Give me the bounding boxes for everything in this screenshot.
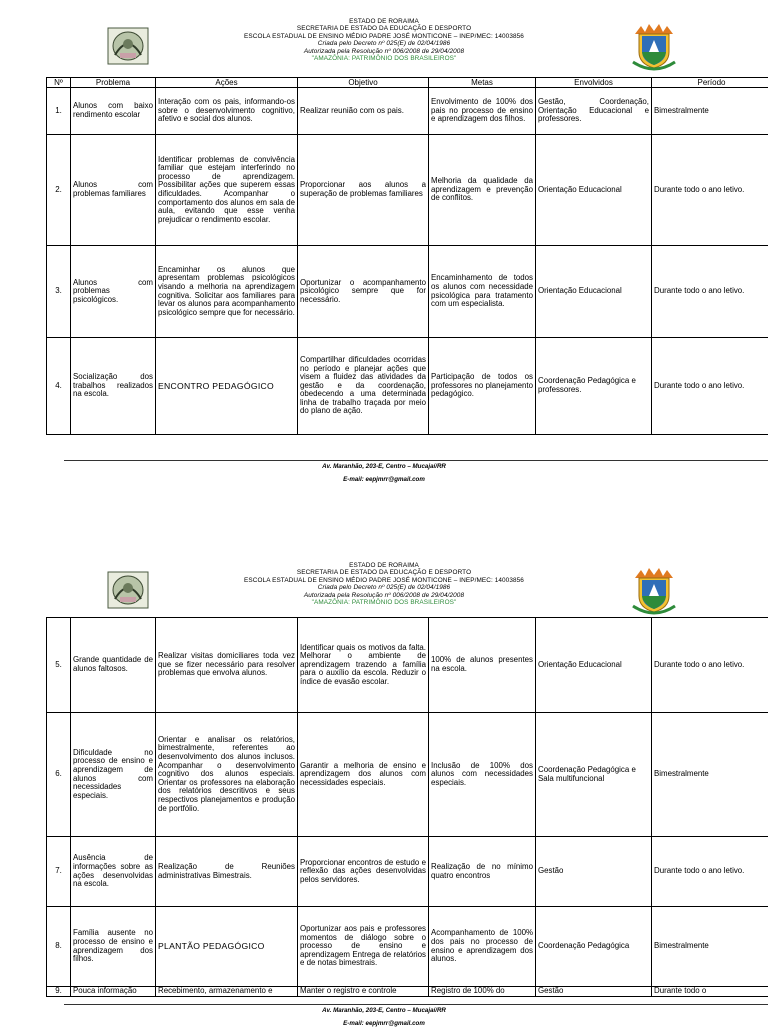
- cell-objetivo: Oportunizar o acompanhamento psicológico sempre que for necessário.: [298, 246, 429, 338]
- page-footer: [0, 460, 768, 486]
- cell-periodo: Durante todo o ano letivo.: [652, 135, 768, 246]
- cell-acoes: Encaminhar os alunos que apresentam problemas psicológicos visando a melhoria na aprendizagem cognitiva. Solicitar aos familiares para levar os alunos para acompanhamento psicológico sempre que for necessário.: [156, 246, 298, 338]
- column-header: Nº: [47, 78, 71, 88]
- column-header: Objetivo: [298, 78, 429, 88]
- page-2: [0, 556, 768, 1024]
- cell-periodo: Durante todo o ano letivo.: [652, 618, 768, 713]
- cell-problema: Ausência de informações sobre as ações desenvolvidas na escola.: [71, 837, 156, 907]
- table-row: [47, 246, 768, 338]
- table-row: [47, 713, 768, 837]
- row-number: 9.: [47, 987, 71, 997]
- cell-metas: Encaminhamento de todos os alunos com necessidade psicológica para tratamento com um especialista.: [429, 246, 536, 338]
- cell-acoes: Realizar visitas domiciliares toda vez que se fizer necessário para resolver problemas que envolva alunos.: [156, 618, 298, 713]
- header-resolution: Autorizada pela Resolução nº 006/2008 de 29/04/2008: [0, 592, 768, 599]
- header-motto: "AMAZÔNIA: PATRIMÔNIO DOS BRASILEIROS": [0, 599, 768, 606]
- cell-acoes: Realização de Reuniões administrativas Bimestrais.: [156, 837, 298, 907]
- cell-envolvidos: Orientação Educacional: [536, 135, 652, 246]
- cell-periodo: Bimestralmente: [652, 907, 768, 987]
- cell-periodo: Durante todo o ano letivo.: [652, 338, 768, 435]
- page-footer: [0, 1004, 768, 1030]
- cell-objetivo: Realizar reunião com os pais.: [298, 88, 429, 135]
- row-number: 8.: [47, 907, 71, 987]
- footer-email: E-mail: eepjmrr@gmail.com: [0, 1017, 768, 1030]
- column-header: Problema: [71, 78, 156, 88]
- cell-problema: Alunos com problemas psicológicos.: [71, 246, 156, 338]
- header-state: ESTADO DE RORAIMA: [0, 562, 768, 569]
- table-row: [47, 338, 768, 435]
- cell-envolvidos: Gestão: [536, 837, 652, 907]
- row-number: 6.: [47, 713, 71, 837]
- action-plan-table-continued: [46, 617, 768, 997]
- cell-objetivo: Garantir a melhoria de ensino e aprendizagem dos alunos com necessidades especiais.: [298, 713, 429, 837]
- cell-problema: Grande quantidade de alunos faltosos.: [71, 618, 156, 713]
- table-row: [47, 88, 768, 135]
- cell-problema: Dificuldade no processo de ensino e aprendizagem de alunos com necessidades especiais.: [71, 713, 156, 837]
- cell-metas: 100% de alunos presentes na escola.: [429, 618, 536, 713]
- cell-periodo: Durante todo o ano letivo.: [652, 837, 768, 907]
- column-header: Metas: [429, 78, 536, 88]
- column-header: Ações: [156, 78, 298, 88]
- row-number: 7.: [47, 837, 71, 907]
- table-row: [47, 618, 768, 713]
- cell-metas: Envolvimento de 100% dos pais no processo de ensino e aprendizagem dos filhos.: [429, 88, 536, 135]
- cell-problema: Alunos com problemas familiares: [71, 135, 156, 246]
- cell-problema: Alunos com baixo rendimento escolar: [71, 88, 156, 135]
- header-secretariat: SECRETARIA DE ESTADO DA EDUCAÇÃO E DESPORTO: [0, 25, 768, 32]
- footer-email: E-mail: eepjmrr@gmail.com: [0, 473, 768, 486]
- cell-acoes: Identificar problemas de convivência familiar que estejam interferindo no processo de aprendizagem. Possibilitar ações que superem essas dificuldades. Acompanhar o comportamento dos alunos em sala de aula, evitando que esse venha prejudicar o rendimento escolar.: [156, 135, 298, 246]
- cell-objetivo: Proporcionar aos alunos a superação de problemas familiares: [298, 135, 429, 246]
- cell-periodo: Durante todo o: [652, 987, 768, 997]
- cell-envolvidos: Orientação Educacional: [536, 618, 652, 713]
- header-motto: "AMAZÔNIA: PATRIMÔNIO DOS BRASILEIROS": [0, 55, 768, 62]
- table-row: [47, 837, 768, 907]
- cell-objetivo: Manter o registro e controle: [298, 987, 429, 997]
- cell-problema: Socialização dos trabalhos realizados na escola.: [71, 338, 156, 435]
- cell-metas: Registro de 100% do: [429, 987, 536, 997]
- cell-periodo: Durante todo o ano letivo.: [652, 246, 768, 338]
- table-header-row: [47, 78, 768, 88]
- header-state: ESTADO DE RORAIMA: [0, 18, 768, 25]
- document-header: [0, 562, 768, 606]
- cell-metas: Melhoria da qualidade da aprendizagem e prevenção de conflitos.: [429, 135, 536, 246]
- cell-periodo: Bimestralmente: [652, 88, 768, 135]
- cell-envolvidos: Gestão: [536, 987, 652, 997]
- cell-envolvidos: Gestão, Coordenação, Orientação Educacional e professores.: [536, 88, 652, 135]
- row-number: 2.: [47, 135, 71, 246]
- cell-periodo: Bimestralmente: [652, 713, 768, 837]
- cell-problema: Pouca informação: [71, 987, 156, 997]
- cell-objetivo: Compartilhar dificuldades ocorridas no período e planejar ações que visem a fluidez das atividades da gestão e da coordenação, obedecendo a uma determinada linha de trabalho traçada por meio do plano de ação.: [298, 338, 429, 435]
- header-secretariat: SECRETARIA DE ESTADO DA EDUCAÇÃO E DESPORTO: [0, 569, 768, 576]
- cell-objetivo: Identificar quais os motivos da falta. Melhorar o ambiente de aprendizagem trazendo a família para o auxílio da escola. Reduzir o índice de evasão escolar.: [298, 618, 429, 713]
- column-header: Período: [652, 78, 768, 88]
- cell-metas: Acompanhamento de 100% dos pais no processo de ensino e aprendizagem dos alunos.: [429, 907, 536, 987]
- footer-address: Av. Maranhão, 203-E, Centro – Mucajaí/RR: [0, 1004, 768, 1017]
- row-number: 3.: [47, 246, 71, 338]
- cell-objetivo: Proporcionar encontros de estudo e reflexão das ações desenvolvidas pelos servidores.: [298, 837, 429, 907]
- cell-metas: Inclusão de 100% dos alunos com necessidades especiais.: [429, 713, 536, 837]
- cell-metas: Participação de todos os professores no planejamento pedagógico.: [429, 338, 536, 435]
- header-resolution: Autorizada pela Resolução nº 006/2008 de 29/04/2008: [0, 48, 768, 55]
- cell-problema: Família ausente no processo de ensino e aprendizagem dos filhos.: [71, 907, 156, 987]
- row-number: 1.: [47, 88, 71, 135]
- cell-objetivo: Oportunizar aos pais e professores momentos de diálogo sobre o processo de ensino e aprendizagem Entrega de relatórios e de notas bimestrais.: [298, 907, 429, 987]
- page-1: [0, 0, 768, 500]
- table-row: [47, 135, 768, 246]
- cell-acoes: Interação com os pais, informando-os sobre o desenvolvimento cognitivo, afetivo e social dos alunos.: [156, 88, 298, 135]
- cell-envolvidos: Coordenação Pedagógica e Sala multifuncional: [536, 713, 652, 837]
- cell-envolvidos: Orientação Educacional: [536, 246, 652, 338]
- cell-acoes: Recebimento, armazenamento e: [156, 987, 298, 997]
- cell-envolvidos: Coordenação Pedagógica: [536, 907, 652, 987]
- cell-metas: Realização de no mínimo quatro encontros: [429, 837, 536, 907]
- row-number: 5.: [47, 618, 71, 713]
- header-school: ESCOLA ESTADUAL DE ENSINO MÉDIO PADRE JOSÉ MONTICONE – INEP/MEC: 14003856: [0, 33, 768, 40]
- header-decree: Criada pelo Decreto nº 025(E) de 02/04/1986: [0, 584, 768, 591]
- column-header: Envolvidos: [536, 78, 652, 88]
- action-plan-table: [46, 77, 768, 435]
- cell-envolvidos: Coordenação Pedagógica e professores.: [536, 338, 652, 435]
- header-school: ESCOLA ESTADUAL DE ENSINO MÉDIO PADRE JOSÉ MONTICONE – INEP/MEC: 14003856: [0, 577, 768, 584]
- cell-acoes: ENCONTRO PEDAGÓGICO: [156, 338, 298, 435]
- header-decree: Criada pelo Decreto nº 025(E) de 02/04/1986: [0, 40, 768, 47]
- cell-acoes: PLANTÃO PEDAGÓGICO: [156, 907, 298, 987]
- footer-address: Av. Maranhão, 203-E, Centro – Mucajaí/RR: [0, 460, 768, 473]
- table-row: [47, 987, 768, 997]
- document-header: [0, 18, 768, 62]
- row-number: 4.: [47, 338, 71, 435]
- table-row: [47, 907, 768, 987]
- cell-acoes: Orientar e analisar os relatórios, bimestralmente, referentes ao desenvolvimento dos alunos inclusos. Acompanhar o desenvolvimento cognitivo dos alunos especiais. Orientar os professores na elaboração dos relatórios descritivos e seus respectivos planejamentos e produção de portfólio.: [156, 713, 298, 837]
